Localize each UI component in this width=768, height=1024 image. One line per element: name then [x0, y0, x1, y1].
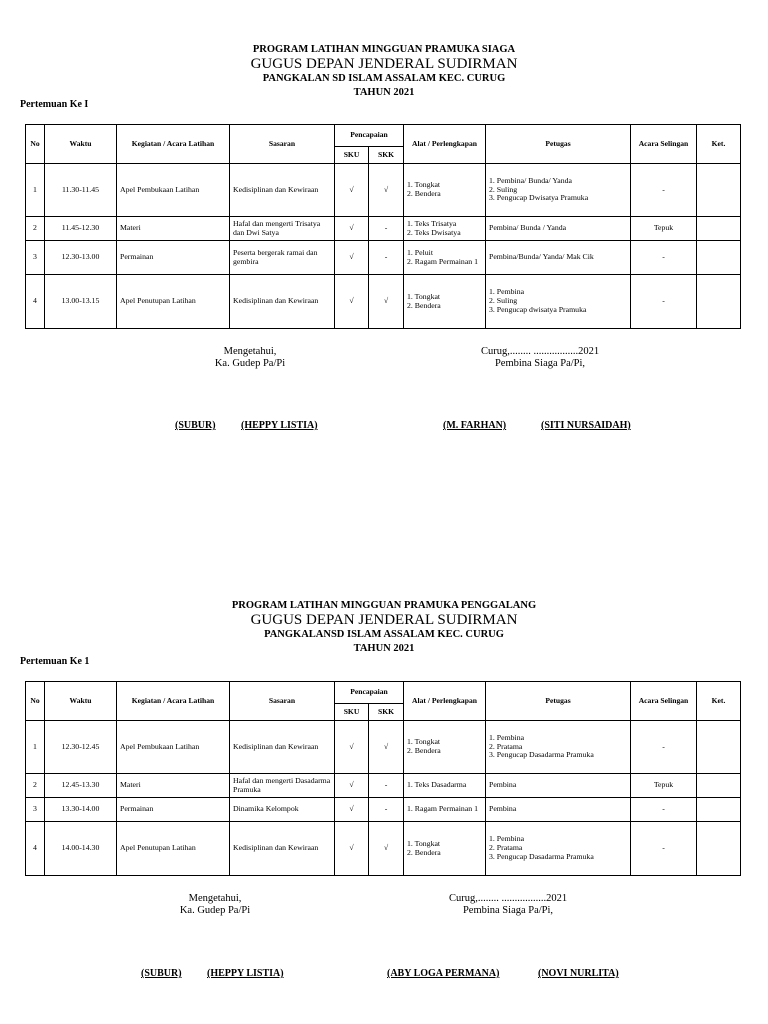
- row-petugas-line: 3. Pengucap dwisatya Pramuka: [489, 304, 587, 314]
- row-sku: √: [335, 164, 369, 217]
- row-waktu: 14.00-14.30: [45, 822, 117, 876]
- sign-right-line2: Pembina Siaga Pa/Pi,: [494, 358, 586, 369]
- row-petugas-line: 3. Pengucap Dwisatya Pramuka: [489, 193, 589, 203]
- header-ket: Ket.: [697, 125, 741, 164]
- row-skk: √: [369, 164, 404, 217]
- row-petugas-line: 1. Pembina: [489, 732, 525, 742]
- row-skk: -: [369, 241, 404, 275]
- sign-left-line1: Mengetahui,: [223, 346, 277, 357]
- header-alat: Alat / Perlengkapan: [404, 125, 486, 164]
- row-petugas-line: 1. Pembina: [489, 834, 525, 844]
- row-sasaran: Dinamika Kelompok: [230, 798, 335, 822]
- row-no: 4: [26, 822, 45, 876]
- row-sku: √: [335, 721, 369, 774]
- row-ket: [697, 822, 741, 876]
- gudep-title: GUGUS DEPAN JENDERAL SUDIRMAN: [250, 612, 518, 628]
- row-kegiatan: Materi: [117, 774, 230, 798]
- header-kegiatan: Kegiatan / Acara Latihan: [117, 125, 230, 164]
- header-skk: SKK: [369, 704, 404, 721]
- row-petugas-line: 2. Suling: [489, 296, 518, 306]
- sign-right-line1: Curug,........ .................2021: [448, 893, 568, 904]
- row-sasaran: Peserta bergerak ramai dan gembira: [230, 241, 335, 275]
- signer-name-4: (SITI NURSAIDAH): [541, 420, 631, 431]
- row-acara-selingan: -: [631, 164, 697, 217]
- row-skk: -: [369, 798, 404, 822]
- header-ket: Ket.: [697, 682, 741, 721]
- header-sku: SKU: [335, 704, 369, 721]
- row-waktu: 11.30-11.45: [45, 164, 117, 217]
- row-kegiatan: Apel Penutupan Latihan: [117, 275, 230, 329]
- row-acara-selingan: Tepuk: [631, 774, 697, 798]
- header-petugas: Petugas: [486, 682, 631, 721]
- year-title: TAHUN 2021: [353, 87, 415, 98]
- row-ket: [697, 721, 741, 774]
- header-acara-selingan: Acara Selingan: [631, 125, 697, 164]
- header-waktu: Waktu: [45, 682, 117, 721]
- sign-right: [423, 893, 593, 917]
- row-skk: √: [369, 822, 404, 876]
- row-alat-line: 1. Tongkat: [407, 291, 441, 301]
- row-waktu: 12.30-13.00: [45, 241, 117, 275]
- row-petugas: [486, 822, 631, 876]
- gudep-title: GUGUS DEPAN JENDERAL SUDIRMAN: [250, 56, 518, 72]
- row-acara-selingan: -: [631, 721, 697, 774]
- table-row: [26, 721, 741, 774]
- row-alat-line: 1. Teks Dasadarma: [407, 780, 467, 790]
- signer-name-3: (M. FARHAN): [443, 420, 507, 431]
- row-petugas-line: Pembina: [489, 804, 517, 814]
- pangkalan-title: PANGKALAN SD ISLAM ASSALAM KEC. CURUG: [262, 73, 506, 84]
- row-petugas-line: 1. Pembina/ Bunda/ Yanda: [489, 175, 572, 185]
- sign-left-line1: Mengetahui,: [188, 893, 242, 904]
- row-kegiatan: Apel Penutupan Latihan: [117, 822, 230, 876]
- row-sku: √: [335, 241, 369, 275]
- row-alat-line: 2. Teks Dwisatya: [407, 227, 461, 237]
- row-no: 1: [26, 164, 45, 217]
- header-pencapaian: Pencapaian: [335, 682, 404, 704]
- row-skk: √: [369, 721, 404, 774]
- sign-left-line2: Ka. Gudep Pa/Pi: [214, 358, 286, 369]
- row-skk: √: [369, 275, 404, 329]
- row-skk: -: [369, 774, 404, 798]
- row-acara-selingan: -: [631, 241, 697, 275]
- row-sasaran: Kedisiplinan dan Kewiraan: [230, 164, 335, 217]
- row-no: 2: [26, 774, 45, 798]
- row-alat: [404, 822, 486, 876]
- row-waktu: 11.45-12.30: [45, 217, 117, 241]
- header-waktu: Waktu: [45, 125, 117, 164]
- sign-left-line2: Ka. Gudep Pa/Pi: [179, 905, 251, 916]
- row-petugas-line: Pembina/ Bunda / Yanda: [489, 223, 567, 233]
- header-kegiatan: Kegiatan / Acara Latihan: [117, 682, 230, 721]
- row-sku: √: [335, 822, 369, 876]
- row-petugas-line: 3. Pengucap Dasadarma Pramuka: [489, 851, 594, 861]
- row-alat-line: 1. Tongkat: [407, 838, 441, 848]
- row-waktu: 12.30-12.45: [45, 721, 117, 774]
- row-sasaran: Kedisiplinan dan Kewiraan: [230, 275, 335, 329]
- row-alat-line: 2. Bendera: [407, 746, 441, 755]
- row-ket: [697, 798, 741, 822]
- sign-left: [145, 893, 285, 917]
- row-petugas: [486, 798, 631, 822]
- meeting-label: Pertemuan Ke 1: [20, 656, 90, 667]
- row-waktu: 12.45-13.30: [45, 774, 117, 798]
- row-petugas: [486, 721, 631, 774]
- table-row: [26, 822, 741, 876]
- row-no: 3: [26, 241, 45, 275]
- row-petugas-line: 2. Pratama: [489, 741, 523, 751]
- pangkalan-title: PANGKALANSD ISLAM ASSALAM KEC. CURUG: [264, 629, 504, 640]
- row-alat-line: 2. Bendera: [407, 189, 441, 198]
- signer-name-4: (NOVI NURLITA): [538, 968, 619, 979]
- schedule-table: [25, 681, 741, 876]
- row-petugas-line: Pembina/Bunda/ Yanda/ Mak Cik: [489, 252, 594, 262]
- row-sasaran: Kedisiplinan dan Kewiraan: [230, 822, 335, 876]
- meeting-label: Pertemuan Ke I: [20, 99, 89, 110]
- signer-name-2: (HEPPY LISTIA): [241, 420, 318, 431]
- row-acara-selingan: -: [631, 798, 697, 822]
- row-sku: √: [335, 275, 369, 329]
- row-waktu: 13.30-14.00: [45, 798, 117, 822]
- row-sku: √: [335, 217, 369, 241]
- header-sku: SKU: [335, 147, 369, 164]
- header-sasaran: Sasaran: [230, 125, 335, 164]
- row-petugas-line: Pembina: [489, 780, 517, 790]
- row-no: 4: [26, 275, 45, 329]
- row-ket: [697, 774, 741, 798]
- row-sasaran: Hafal dan mengerti Dasadarma Pramuka: [230, 774, 335, 798]
- row-alat-line: 2. Bendera: [407, 300, 441, 310]
- header-no: No: [26, 682, 45, 721]
- row-skk: -: [369, 217, 404, 241]
- row-petugas-line: 2. Suling: [489, 184, 518, 194]
- table-row: [26, 798, 741, 822]
- header-pencapaian: Pencapaian: [335, 125, 404, 147]
- row-kegiatan: Permainan: [117, 798, 230, 822]
- row-alat-line: 1. Peluit: [407, 247, 433, 257]
- row-alat-line: 1. Teks Trisatya: [407, 218, 457, 228]
- row-no: 2: [26, 217, 45, 241]
- row-petugas: [486, 774, 631, 798]
- row-kegiatan: Materi: [117, 217, 230, 241]
- signer-name-2: (HEPPY LISTIA): [207, 968, 284, 979]
- row-alat: [404, 721, 486, 774]
- row-alat-line: 1. Tongkat: [407, 737, 441, 747]
- row-alat-line: 1. Tongkat: [407, 180, 441, 190]
- signer-name-1: (SUBUR): [175, 420, 216, 431]
- row-sku: √: [335, 798, 369, 822]
- row-petugas-line: 3. Pengucap Dasadarma Pramuka: [489, 750, 594, 760]
- row-alat-line: 2. Bendera: [407, 847, 441, 857]
- year-title: TAHUN 2021: [353, 643, 415, 654]
- program-title: PROGRAM LATIHAN MINGGUAN PRAMUKA SIAGA: [252, 44, 516, 55]
- row-kegiatan: Permainan: [117, 241, 230, 275]
- row-no: 3: [26, 798, 45, 822]
- row-alat: [404, 774, 486, 798]
- header-petugas: Petugas: [486, 125, 631, 164]
- header-sasaran: Sasaran: [230, 682, 335, 721]
- sign-right-line1: Curug,........ .................2021: [480, 346, 600, 357]
- header-skk: SKK: [369, 147, 404, 164]
- table-row: [26, 774, 741, 798]
- row-petugas-line: 2. Pratama: [489, 843, 523, 853]
- signer-name-3: (ABY LOGA PERMANA): [387, 968, 500, 979]
- row-acara-selingan: -: [631, 275, 697, 329]
- header-alat: Alat / Perlengkapan: [404, 682, 486, 721]
- row-petugas-line: 1. Pembina: [489, 287, 525, 297]
- row-alat-line: 2. Ragam Permainan 1: [407, 256, 479, 266]
- row-sasaran: Kedisiplinan dan Kewiraan: [230, 721, 335, 774]
- row-waktu: 13.00-13.15: [45, 275, 117, 329]
- row-alat-line: 1. Ragam Permainan 1: [407, 804, 479, 814]
- signer-name-1: (SUBUR): [141, 968, 182, 979]
- row-acara-selingan: -: [631, 822, 697, 876]
- row-kegiatan: Apel Pembukaan Latihan: [117, 164, 230, 217]
- row-no: 1: [26, 721, 45, 774]
- header-acara-selingan: Acara Selingan: [631, 682, 697, 721]
- row-alat: [404, 798, 486, 822]
- row-kegiatan: Apel Pembukaan Latihan: [117, 721, 230, 774]
- sign-right-line2: Pembina Siaga Pa/Pi,: [462, 905, 554, 916]
- header-no: No: [26, 125, 45, 164]
- row-acara-selingan: Tepuk: [631, 217, 697, 241]
- row-sku: √: [335, 774, 369, 798]
- program-title: PROGRAM LATIHAN MINGGUAN PRAMUKA PENGGALANG: [231, 600, 537, 611]
- row-sasaran: Hafal dan mengerti Trisatya dan Dwi Satya: [230, 217, 335, 241]
